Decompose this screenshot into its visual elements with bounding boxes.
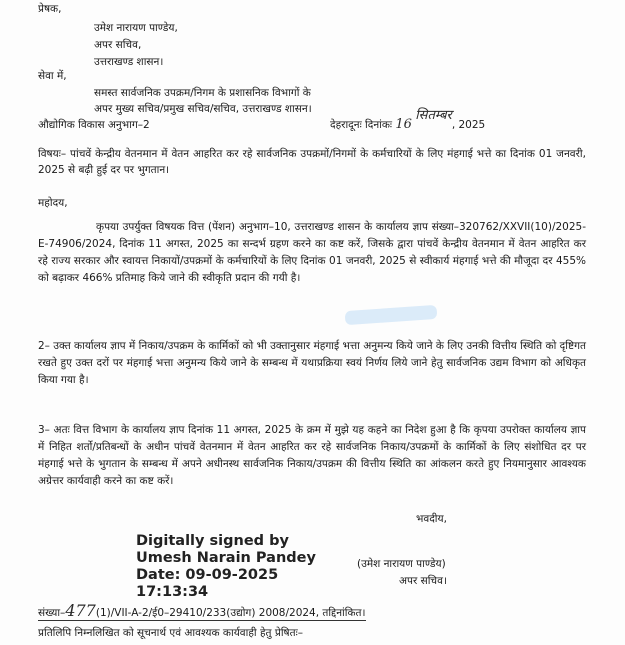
date-month-handwritten: सितम्बर <box>415 108 452 123</box>
digital-signature-line1: Digitally signed by <box>136 533 289 549</box>
reference-rest: (1)/VII-A-2/ई0–29410/233(उद्योग) 2008/2024, तद्दिनांकित। <box>95 607 366 619</box>
date-year: , 2025 <box>451 119 486 131</box>
date-day: 16 <box>395 117 412 132</box>
sender-label: प्रेषक, <box>38 3 62 15</box>
section-name: औद्योगिक विकास अनुभाग–2 <box>38 119 150 131</box>
date-line <box>330 108 486 132</box>
subject <box>38 146 586 178</box>
digital-signature-line4: 17:13:34 <box>136 584 209 600</box>
salutation: महोदय, <box>38 197 68 209</box>
paragraph-2: 2– उक्त कार्यालय ज्ञाप में निकाय/उपक्रम के कार्मिकों को भी उक्तानुसार मंहगाई भत्ता अनुमन्य किये जाने के लिए उनकी वित्तीय स्थिति को दृष्टिगत रखते हुए उक्त दरों पर मंहगाई भत्ता अनुमन्य किये जाने के सम्बन्ध में यथाप्रक्रिया स्वयं निर्णय लिये जाने हेतु सार्वजनिक उद्यम विभाग को अधिकृत किया गया है। <box>38 340 586 386</box>
date-place: देहरादूनः दिनांकः <box>330 119 393 131</box>
recipient-line1: समस्त सार्वजनिक उपक्रम/निगम के प्रशासनिक विभागों के <box>94 87 311 99</box>
paragraph-1: कृपया उपर्युक्त विषयक वित्त (पेंशन) अनुभाग–10, उत्तराखण्ड शासन के कार्यालय ज्ञाप संख्या–320762/XXVII(10)/2025-E-74906/2024, दिनांक 11 अगस्त, 2025 का सन्दर्भ ग्रहण करने का कष्ट करें, जिसके द्वारा पांचवें केन्द्रीय वेतनमान में वेतन आहरित कर रहे राज्य सरकार और स्वायत्त निकायों/उपक्रमों के कर्मचारियों के लिए दिनांक 01 जनवरी, 2025 से स्वीकार्य मंहगाई भत्ते की मौजूदा दर 455% को बढ़ाकर 466% प्रतिमाह किये जाने की स्वीकृति प्रदान की गयी है। <box>38 221 586 284</box>
signatory-name: (उमेश नारायण पाण्डेय) <box>357 558 446 570</box>
recipient-line2: अपर मुख्य सचिव/प्रमुख सचिव/सचिव, उत्तराखण्ड शासन। <box>94 103 312 115</box>
reference-number-handwritten: 477 <box>65 601 96 620</box>
digital-signature <box>136 533 316 601</box>
copy-line: प्रतिलिपि निम्नलिखित को सूचनार्थ एवं आवश्यक कार्यवाही हेतु प्रेषितः– <box>38 627 303 639</box>
subject-text: पांचवें केन्द्रीय वेतनमान में वेतन आहरित कर रहे सार्वजनिक उपक्रमों/निगमों के कर्मचारियों के लिए मंहगाई भत्ते का दिनांक 01 जनवरी, 2025 से बढ़ी हुई दर पर भुगतान। <box>38 148 586 176</box>
signatory-designation: अपर सचिव। <box>399 575 447 587</box>
subject-prefix: विषयः– <box>38 148 67 160</box>
recipient-label: सेवा में, <box>38 70 67 82</box>
paragraph-3: 3– अतः वित्त विभाग के कार्यालय ज्ञाप दिनांक 11 अगस्त, 2025 के क्रम में मुझे यह कहने का निदेश हुआ है कि कृपया उपरोक्त कार्यालय ज्ञाप में निहित शर्तो/प्रतिबन्धों के अधीन पांचवें वेतनमान में वेतन आहरित कर रहे सार्वजनिक निकाय/उपक्रमों के कार्मिकों के लिए संशोधित दर पर मंहगाई भत्ते के भुगतान के सम्बन्ध में अपने अधीनस्थ सार्वजनिक निकाय/उपक्रम की वित्तीय स्थिति का आंकलन करते हुए नियमानुसार आवश्यक अग्रेत्तर कार्यवाही करने का कष्ट करें। <box>38 424 586 487</box>
reference-prefix: संख्या– <box>38 607 66 619</box>
closing: भवदीय, <box>416 513 447 525</box>
highlight-mark <box>345 305 438 325</box>
sender-designation: अपर सचिव, <box>94 39 142 51</box>
digital-signature-line2: Umesh Narain Pandey <box>136 550 316 566</box>
digital-signature-line3: Date: 09-09-2025 <box>136 567 279 583</box>
reference-number <box>38 601 366 621</box>
sender-government: उत्तराखण्ड शासन। <box>94 56 164 68</box>
sender-name: उमेश नारायण पाण्डेय, <box>94 22 178 34</box>
